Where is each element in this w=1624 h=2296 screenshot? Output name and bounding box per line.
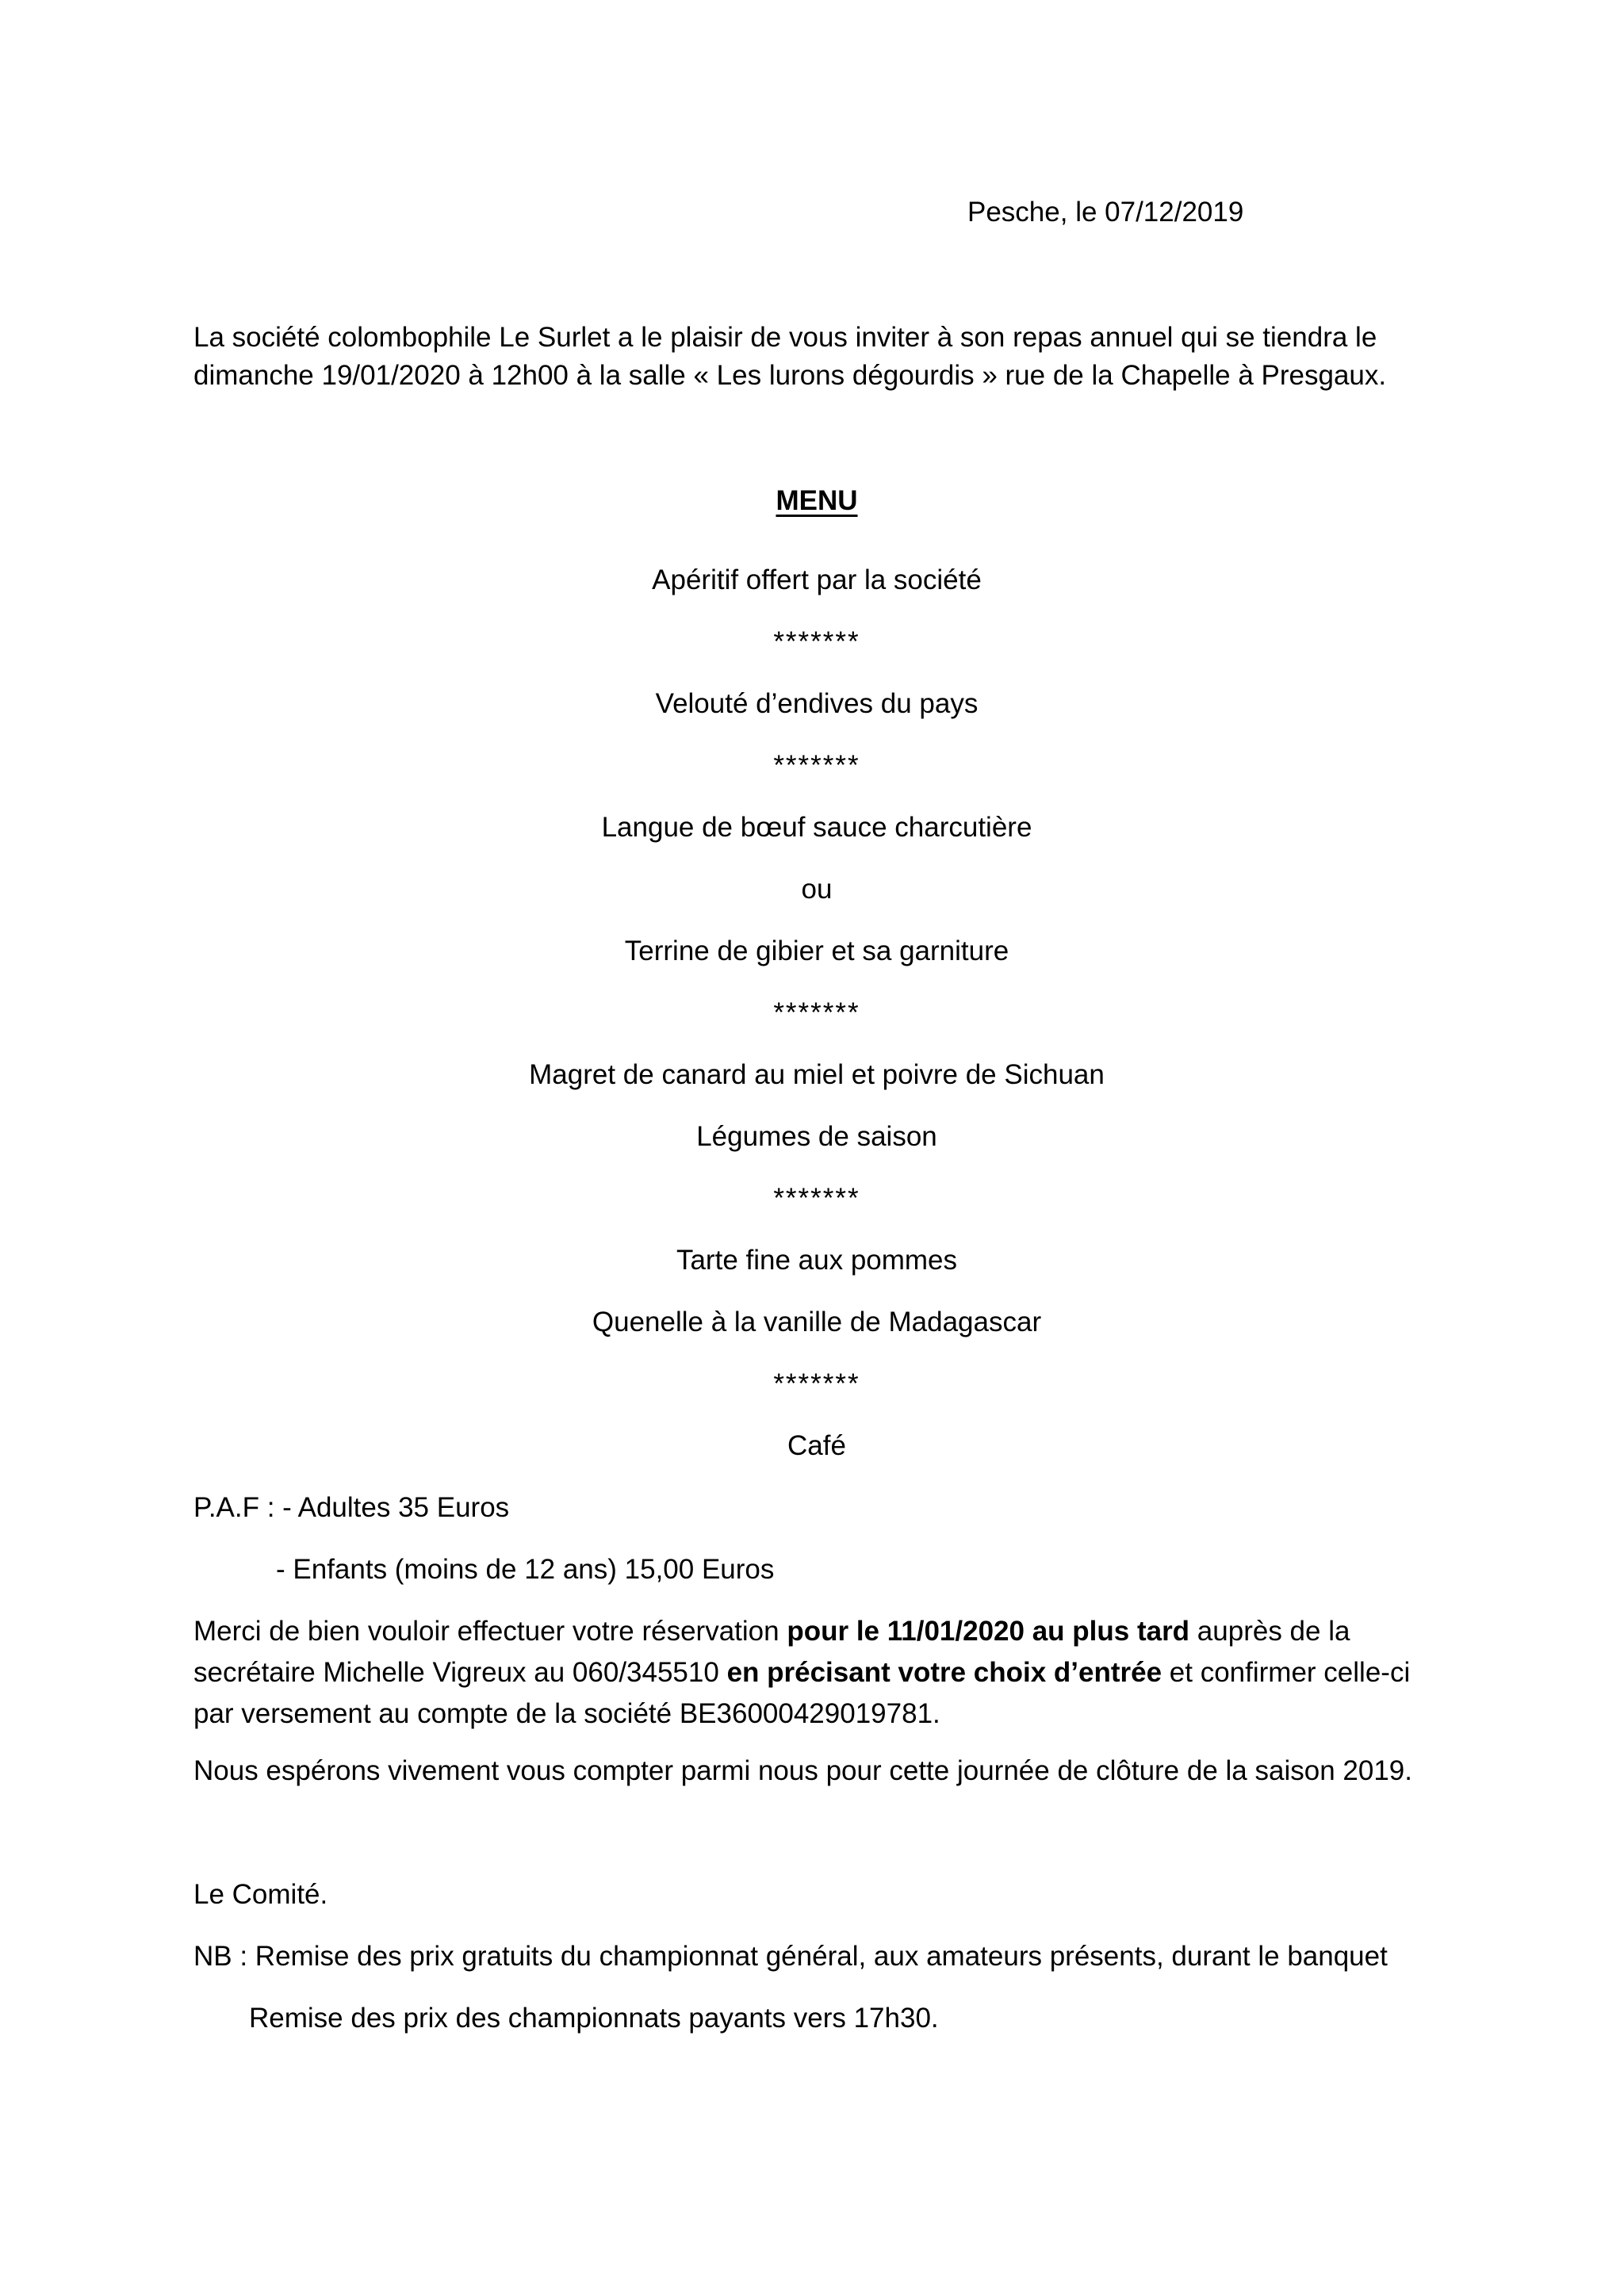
menu-separator: *******: [773, 997, 860, 1028]
paf-adults: P.A.F : - Adultes 35 Euros: [193, 1492, 510, 1523]
intro-line-1: La société colombophile Le Surlet a le plaisir de vous inviter à son repas annuel qui se tiendra le: [193, 322, 1377, 353]
menu-item-tarte: Tarte fine aux pommes: [676, 1245, 958, 1276]
menu-separator: *******: [773, 750, 860, 781]
menu-separator: *******: [773, 1368, 860, 1399]
reservation-text: et confirmer celle-ci par versement au compte de la société BE36000429019781.: [193, 1657, 1411, 1729]
menu-item-langue: Langue de bœuf sauce charcutière: [601, 812, 1032, 843]
menu-item-cafe: Café: [787, 1430, 846, 1461]
menu-item-magret: Magret de canard au miel et poivre de Sichuan: [529, 1059, 1105, 1090]
date-line: Pesche, le 07/12/2019: [967, 197, 1244, 228]
menu-item-veloute: Velouté d’endives du pays: [655, 688, 979, 719]
closing-line: Nous espérons vivement vous compter parmi nous pour cette journée de clôture de la saison 2019.: [193, 1755, 1412, 1786]
reservation-deadline: pour le 11/01/2020 au plus tard: [787, 1616, 1190, 1647]
signature: Le Comité.: [193, 1879, 328, 1910]
menu-item-aperitif: Apéritif offert par la société: [652, 564, 982, 595]
paf-children: - Enfants (moins de 12 ans) 15,00 Euros: [276, 1554, 775, 1585]
nb-line-1: NB : Remise des prix gratuits du championnat général, aux amateurs présents, durant le banquet: [193, 1941, 1388, 1972]
menu-item-terrine: Terrine de gibier et sa garniture: [624, 936, 1009, 966]
reservation-text: Merci de bien vouloir effectuer votre réservation: [193, 1616, 787, 1647]
menu-separator: *******: [773, 1183, 860, 1214]
menu-item-ou: ou: [801, 874, 833, 905]
menu-separator: *******: [773, 626, 860, 657]
nb-line-2: Remise des prix des championnats payants vers 17h30.: [249, 2003, 939, 2034]
reservation-paragraph: [193, 1611, 1446, 1735]
menu-item-quenelle: Quenelle à la vanille de Madagascar: [592, 1307, 1042, 1337]
intro-line-2: dimanche 19/01/2020 à 12h00 à la salle « Les lurons dégourdis » rue de la Chapelle à Presgaux.: [193, 360, 1387, 391]
reservation-choice-note: en précisant votre choix d’entrée: [726, 1657, 1162, 1688]
menu-item-legumes: Légumes de saison: [696, 1121, 937, 1152]
reservation-text: auprès de la secrétaire Michelle Vigreux au 060/345510: [193, 1616, 1350, 1688]
menu-title: MENU: [776, 485, 858, 516]
